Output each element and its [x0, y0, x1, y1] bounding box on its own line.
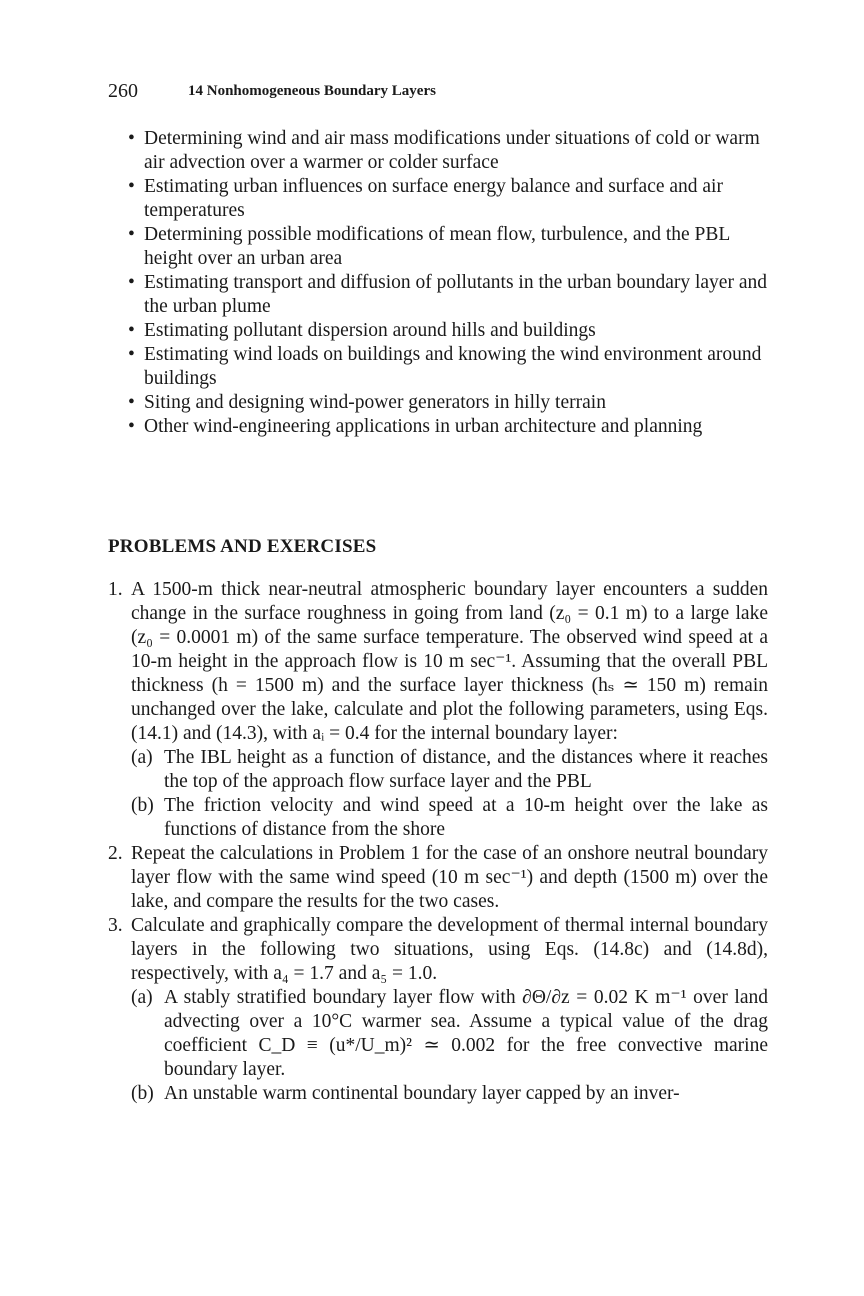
subitem — [131, 746, 768, 794]
subitem-label: (b) — [131, 1083, 154, 1104]
subitem-label: (a) — [131, 987, 153, 1008]
problem-list — [108, 578, 768, 1106]
bullet-item — [128, 415, 768, 439]
bullet-dot-icon: • — [128, 416, 135, 437]
problem-text: A 1500-m thick near-neutral atmospheric boundary layer encounters a sudden change in the surface roughness in going from land (z₀ = 0.1 m) to a large lake (z₀ = 0.0001 m) of the same surface temperature. The observed wind speed at a 10-m height in the approach flow is 10 m sec⁻¹. Assuming that the overall PBL thickness (h = 1500 m) and the surface layer thickness (hₛ ≃ 150 m) remain unchanged over the lake, calculate and plot the following parameters, using Eqs. (14.1) and (14.3), with aᵢ = 0.4 for the internal boundary layer: — [131, 579, 768, 744]
page-number: 260 — [108, 80, 138, 102]
subitem-text: A stably stratified boundary layer flow with ∂Θ/∂z = 0.02 K m⁻¹ over land advecting over a 10°C warmer sea. Assume a typical value of the drag coefficient C_D ≡ (u*/U_m)² ≃ 0.002 for the free convective marine boundary layer. — [164, 987, 768, 1080]
subitem — [131, 986, 768, 1082]
problem-number: 2. — [108, 843, 123, 864]
subitem-label: (b) — [131, 795, 154, 816]
subitem-list — [131, 746, 768, 842]
bullet-text: Other wind-engineering applications in urban architecture and planning — [144, 416, 703, 437]
bullet-text: Estimating transport and diffusion of pollutants in the urban boundary layer and the urban plume — [144, 272, 767, 317]
running-head: 14 Nonhomogeneous Boundary Layers — [188, 83, 436, 99]
bullet-text: Determining possible modifications of mean flow, turbulence, and the PBL height over an urban area — [144, 224, 730, 269]
subitem-label: (a) — [131, 747, 153, 768]
problem-text: Repeat the calculations in Problem 1 for the case of an onshore neutral boundary layer flow with the same wind speed (10 m sec⁻¹) and depth (1500 m) over the lake, and compare the results for the two cases. — [131, 843, 768, 912]
section-heading: PROBLEMS AND EXERCISES — [108, 536, 377, 557]
subitem-list — [131, 986, 768, 1106]
subitem-text: The IBL height as a function of distance, and the distances where it reaches the top of the approach flow surface layer and the PBL — [164, 747, 768, 792]
bullet-dot-icon: • — [128, 128, 135, 149]
bullet-dot-icon: • — [128, 344, 135, 365]
bullet-dot-icon: • — [128, 320, 135, 341]
bullet-item — [128, 127, 768, 175]
bullet-item — [128, 271, 768, 319]
bullet-text: Siting and designing wind-power generators in hilly terrain — [144, 392, 606, 413]
page-header — [108, 80, 768, 110]
bullet-text: Determining wind and air mass modifications under situations of cold or warm air advection over a warmer or colder surface — [144, 128, 760, 173]
bullet-dot-icon: • — [128, 272, 135, 293]
bullet-text: Estimating pollutant dispersion around hills and buildings — [144, 320, 596, 341]
bullet-text: Estimating urban influences on surface energy balance and surface and air temperatures — [144, 176, 723, 221]
problem-item — [108, 842, 768, 914]
bullet-item — [128, 319, 768, 343]
bullet-dot-icon: • — [128, 224, 135, 245]
bullet-item — [128, 223, 768, 271]
problem-item — [108, 914, 768, 1106]
bullet-item — [128, 391, 768, 415]
bullet-item — [128, 343, 768, 391]
problem-number: 1. — [108, 579, 123, 600]
problem-text: Calculate and graphically compare the development of thermal internal boundary layers in the following two situations, using Eqs. (14.8c) and (14.8d), respectively, with a₄ = 1.7 and a₅ = 1.0. — [131, 915, 768, 984]
problem-item — [108, 578, 768, 842]
bullet-dot-icon: • — [128, 392, 135, 413]
subitem-text: The friction velocity and wind speed at a 10-m height over the lake as functions of distance from the shore — [164, 795, 768, 840]
subitem-text: An unstable warm continental boundary layer capped by an inver- — [164, 1083, 680, 1104]
bullet-item — [128, 175, 768, 223]
bullet-text: Estimating wind loads on buildings and knowing the wind environment around buildings — [144, 344, 762, 389]
subitem — [131, 794, 768, 842]
problem-number: 3. — [108, 915, 123, 936]
bullet-dot-icon: • — [128, 176, 135, 197]
subitem — [131, 1082, 768, 1106]
application-bullet-list — [128, 127, 768, 439]
